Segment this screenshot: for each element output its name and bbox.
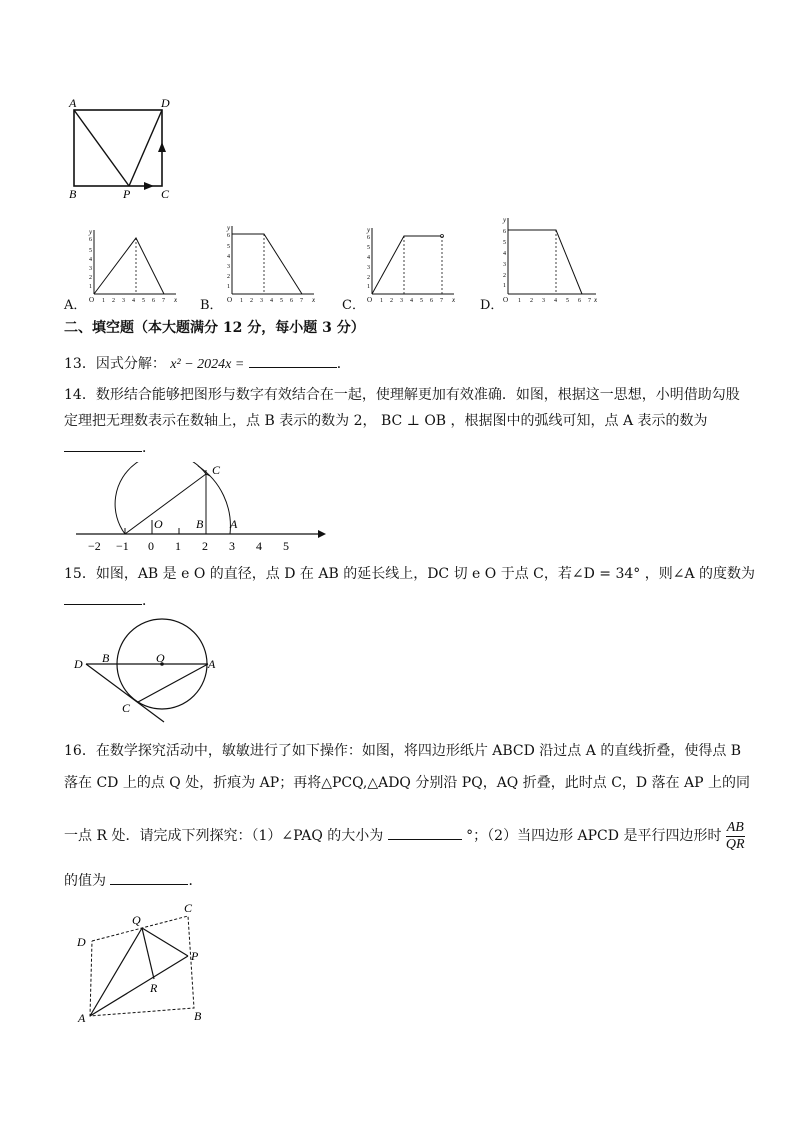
- label-c: C: [184, 901, 193, 915]
- label-d: D: [161, 96, 170, 110]
- svg-text:3: 3: [400, 298, 403, 304]
- svg-text:1: 1: [518, 298, 521, 304]
- option-c-letter: C．: [342, 298, 365, 313]
- option-a-letter: A．: [64, 298, 87, 313]
- svg-text:4: 4: [270, 298, 273, 304]
- q16-line1: 16．在数学探究活动中，敏敏进行了如下操作：如图，将四边形纸片 ABCD 沿过点 A 的直线折叠，使得点 B: [64, 743, 742, 759]
- svg-text:5: 5: [367, 245, 370, 251]
- svg-text:1: 1: [102, 298, 105, 304]
- label-q: Q: [132, 913, 141, 927]
- svg-text:−1: −1: [116, 539, 129, 553]
- svg-text:y: y: [367, 226, 371, 234]
- q16-line2: 落在 CD 上的点 Q 处，折痕为 AP；再将△PCQ,△ADQ 分别沿 PQ，AQ 折叠，此时点 C，D 落在 AP 上的同: [64, 775, 751, 791]
- q14-answer-line: ．: [64, 437, 156, 458]
- q16-answer-blank-1[interactable]: [388, 825, 462, 840]
- svg-text:4: 4: [256, 539, 262, 553]
- svg-text:0: 0: [148, 539, 154, 553]
- label-a: A: [230, 517, 238, 531]
- q16-line3: 一点 R 处．请完成下列探究：（1）∠PAQ 的大小为 °；（2）当四边形 APCD 是平行四边形时 $\frac{AB}{QR}$: [64, 819, 745, 852]
- label-d: D: [74, 657, 83, 671]
- label-b: B: [69, 187, 77, 201]
- q14-line1: 14．数形结合能够把图形与数字有效结合在一起，使理解更加有效准确．如图，根据这一思想，小明借助勾股: [64, 387, 740, 403]
- q15-line1: 15．如图，AB 是 e O 的直径，点 D 在 AB 的延长线上，DC 切 e O 于点 C，若∠D = 34° ，则∠A 的度数为: [64, 566, 756, 582]
- svg-text:5: 5: [227, 244, 230, 250]
- svg-text:5: 5: [566, 298, 569, 304]
- svg-text:O: O: [503, 296, 509, 304]
- label-r: R: [150, 981, 158, 995]
- label-o: O: [156, 651, 165, 665]
- svg-text:2: 2: [390, 298, 393, 304]
- svg-text:4: 4: [554, 298, 557, 304]
- svg-text:1: 1: [503, 283, 506, 289]
- svg-text:3: 3: [229, 539, 235, 553]
- svg-text:2: 2: [227, 274, 230, 280]
- svg-text:7: 7: [440, 298, 443, 304]
- svg-text:5: 5: [420, 298, 423, 304]
- svg-text:7: 7: [162, 298, 165, 304]
- q15-answer-blank[interactable]: [64, 590, 142, 605]
- svg-text:3: 3: [89, 266, 92, 272]
- option-a-graph: [86, 226, 182, 306]
- label-a: A: [69, 96, 77, 110]
- svg-text:6: 6: [367, 235, 370, 241]
- svg-text:6: 6: [430, 298, 433, 304]
- svg-text:5: 5: [89, 248, 92, 254]
- svg-text:2: 2: [112, 298, 115, 304]
- label-b: B: [194, 1009, 202, 1023]
- svg-text:3: 3: [227, 264, 230, 270]
- svg-text:4: 4: [410, 298, 413, 304]
- svg-text:2: 2: [202, 539, 208, 553]
- label-b: B: [196, 517, 204, 531]
- ab-over-qr-fraction: $\frac{AB}{QR}$: [725, 819, 745, 852]
- svg-text:5: 5: [280, 298, 283, 304]
- svg-text:3: 3: [367, 265, 370, 271]
- svg-text:x: x: [174, 296, 178, 304]
- option-c-graph: [364, 224, 460, 306]
- svg-text:−2: −2: [88, 539, 101, 553]
- svg-text:3: 3: [542, 298, 545, 304]
- svg-text:3: 3: [122, 298, 125, 304]
- svg-text:4: 4: [503, 251, 506, 257]
- svg-text:1: 1: [380, 298, 383, 304]
- label-c: C: [212, 463, 221, 477]
- svg-text:5: 5: [503, 240, 506, 246]
- circle-tangent-figure: [68, 618, 228, 724]
- svg-text:6: 6: [152, 298, 155, 304]
- svg-text:6: 6: [290, 298, 293, 304]
- label-a: A: [208, 657, 216, 671]
- label-o: O: [154, 517, 163, 531]
- svg-text:O: O: [367, 296, 373, 304]
- q13-expression: x² − 2024x =: [170, 357, 245, 372]
- label-a: A: [78, 1011, 86, 1025]
- folded-quadrilateral-figure: [72, 898, 222, 1026]
- question-13: [64, 353, 351, 375]
- svg-text:1: 1: [89, 284, 92, 290]
- option-b-letter: B．: [200, 298, 223, 313]
- svg-text:x: x: [594, 296, 598, 304]
- svg-text:4: 4: [132, 298, 135, 304]
- svg-text:3: 3: [503, 262, 506, 268]
- svg-text:x: x: [452, 296, 456, 304]
- option-b-graph: [224, 222, 320, 306]
- svg-text:7: 7: [588, 298, 591, 304]
- svg-text:2: 2: [503, 273, 506, 279]
- svg-text:3: 3: [260, 298, 263, 304]
- q16-answer-blank-2[interactable]: [110, 870, 188, 885]
- q13-number: 13．因式分解：: [64, 356, 166, 372]
- svg-text:y: y: [89, 228, 93, 236]
- svg-text:4: 4: [367, 255, 370, 261]
- q16-line4: 的值为 ．: [64, 870, 202, 891]
- svg-text:6: 6: [578, 298, 581, 304]
- option-d-letter: D．: [480, 298, 504, 313]
- svg-text:x: x: [312, 296, 316, 304]
- svg-text:O: O: [227, 296, 233, 304]
- svg-text:1: 1: [240, 298, 243, 304]
- svg-text:2: 2: [367, 275, 370, 281]
- svg-text:5: 5: [142, 298, 145, 304]
- svg-text:y: y: [503, 216, 507, 224]
- svg-text:2: 2: [89, 275, 92, 281]
- svg-text:1: 1: [175, 539, 181, 553]
- rectangle-figure: [60, 94, 190, 204]
- number-line-figure: [72, 462, 328, 554]
- svg-text:1: 1: [227, 284, 230, 290]
- label-d: D: [77, 935, 86, 949]
- q14-line2: 定理把无理数表示在数轴上，点 B 表示的数为 2， BC ⊥ OB ，根据图中的弧线可知，点 A 表示的数为: [64, 413, 708, 429]
- label-c: C: [122, 701, 131, 715]
- svg-text:6: 6: [227, 233, 230, 239]
- option-d-graph: [500, 214, 602, 306]
- label-p: P: [123, 187, 131, 201]
- svg-text:7: 7: [300, 298, 303, 304]
- section-title: 二、填空题（本大题满分 12 分，每小题 3 分）: [64, 320, 365, 336]
- svg-text:1: 1: [367, 284, 370, 290]
- q15-answer-line: ．: [64, 590, 156, 611]
- svg-text:2: 2: [250, 298, 253, 304]
- q14-answer-blank[interactable]: [64, 437, 142, 452]
- svg-text:6: 6: [89, 237, 92, 243]
- svg-text:5: 5: [283, 539, 289, 553]
- label-b: B: [102, 651, 110, 665]
- svg-text:O: O: [89, 296, 95, 304]
- label-p: P: [191, 949, 199, 963]
- svg-text:y: y: [227, 224, 231, 232]
- svg-text:4: 4: [89, 257, 92, 263]
- q13-answer-blank[interactable]: [249, 353, 337, 368]
- svg-text:4: 4: [227, 254, 230, 260]
- svg-text:2: 2: [530, 298, 533, 304]
- q13-end: ．: [336, 356, 351, 372]
- svg-text:6: 6: [503, 229, 506, 235]
- label-c: C: [161, 187, 170, 201]
